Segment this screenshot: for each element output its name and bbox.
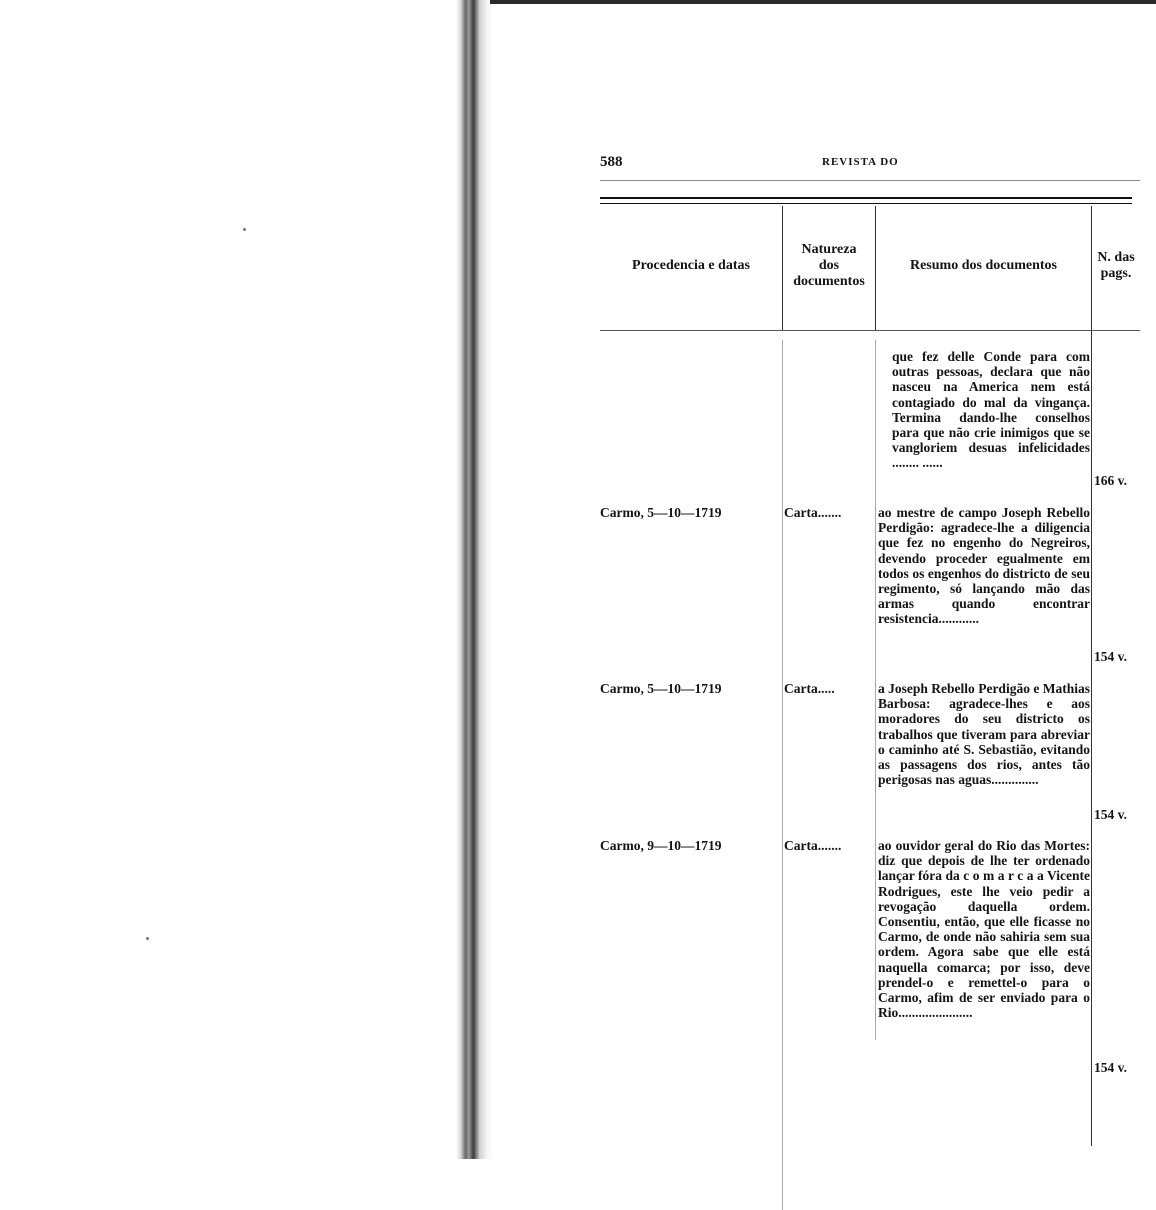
page-top-edge [490,0,1156,4]
header-procedencia: Procedencia e datas [632,258,750,273]
row-summary: a Joseph Rebello Perdigão e Mathias Barbosa: agradece-lhes e aos moradores do seu districto os trabalhos que tiveram para abreviar o caminho até S. Sebastião, evitando as passagens dos rios, antes tão perigosas nas aguas.............. [878,681,1090,788]
row-pages: 154 v. [1094,807,1128,822]
row-pages: 154 v. [1094,649,1128,664]
paper-speck [243,228,246,231]
row-pages: 166 v. [1094,473,1128,488]
row-natureza: Carta..... [784,681,835,696]
column-divider [875,340,876,1040]
running-head [600,150,1140,174]
row-natureza: Carta....... [784,838,842,853]
book-gutter [456,0,494,1159]
row-procedencia: Carmo, 5—10—1719 [600,681,722,696]
row-pages: 154 v. [1094,1060,1128,1075]
header-paginas-line: pags. [1100,266,1132,281]
column-divider [1091,206,1092,1146]
header-bottom-rule [600,330,1140,331]
header-paginas-line: N. das [1097,250,1135,265]
row-summary: que fez delle Conde para com outras pessoas, declara que não nasceu na America nem está contagiado do mal da vingança. Termina dando-lhe conselhos para que não crie inimigos que se vangloriem desuas infelicidades ........ ...... [892,349,1090,471]
header-natureza-line: documentos [793,274,865,289]
header-resumo: Resumo dos documentos [909,258,1057,273]
row-natureza: Carta....... [784,505,842,520]
row-procedencia: Carmo, 9—10—1719 [600,838,722,853]
blank-facing-page [0,0,455,1159]
row-procedencia: Carmo, 5—10—1719 [600,505,722,520]
header-natureza [782,242,876,290]
header-natureza-line: dos [818,258,840,273]
row-summary: ao ouvidor geral do Rio das Mortes: diz que depois de lhe ter ordenado lançar fóra da c o m a r c a a Vicente Rodrigues, este lhe veio pedir a revogação daquella ordem. Consentiu, então, que elle ficasse no Carmo, de onde não sahiria sem sua ordem. Agora sabe que elle está naquella comarca; por isso, deve prendel-o e remettel-o para o Carmo, afim de ser enviado para o Rio...................... [878,838,1090,1021]
header-natureza-line: Natureza [801,242,857,257]
table-top-double-rule [600,197,1132,204]
page-number: 588 [600,154,623,170]
header-rule [600,180,1140,181]
column-divider [782,340,783,1210]
header-paginas [1092,250,1140,282]
row-summary: ao mestre de campo Joseph Rebello Perdigão: agradece-lhe a diligencia que fez no engenho do Negreiros, devendo proceder egualmente em todos os engenhos do districto de seu regimento, só lançando mão das armas quando encontrar resistencia............ [878,505,1090,627]
running-title: REVISTA DO [822,156,899,168]
paper-speck [146,937,149,940]
